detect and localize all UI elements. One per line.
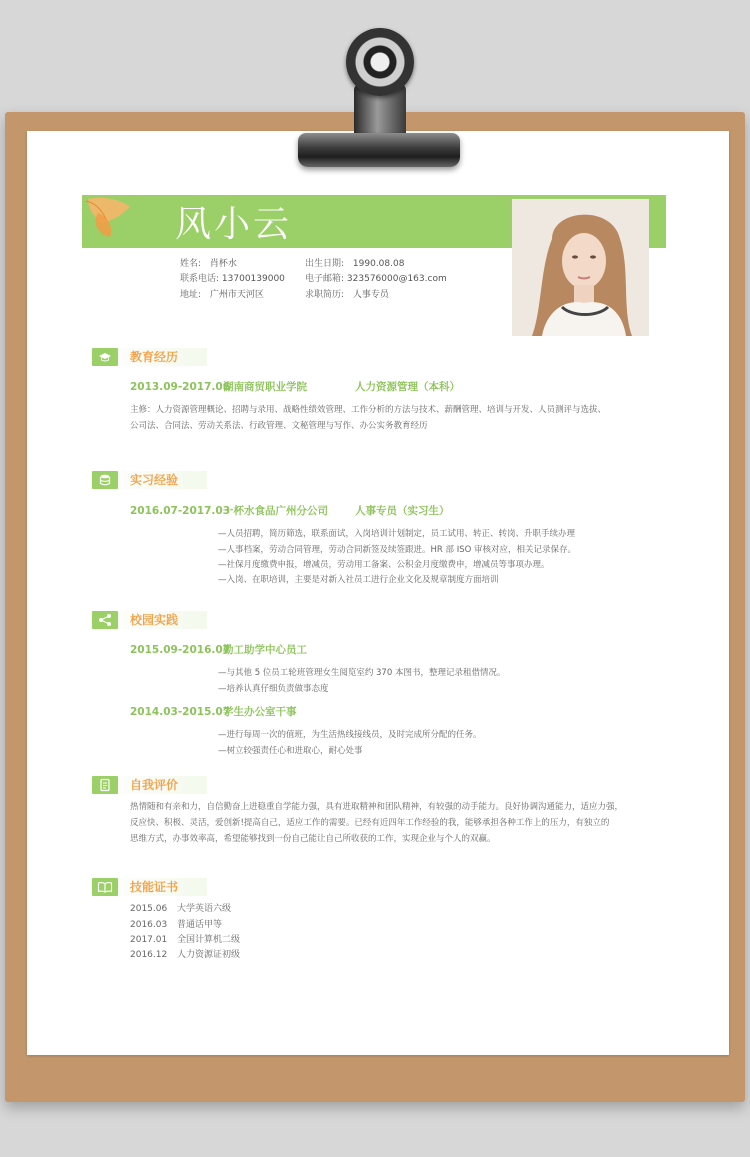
campus-role: 学生办公室干事: [223, 706, 297, 718]
self-eval-line: 反应快、积极、灵活，爱创新!提高自己，适应工作的需要。已经有近四年工作经验的我，能够承担各种工作上的压力，有独立的: [130, 818, 610, 828]
info-birthdate: 出生日期: 1990.08.08: [305, 259, 405, 269]
info-email: 电子邮箱: 323576000@163.com: [305, 274, 447, 284]
education-period: 2013.09-2017.06: [130, 381, 231, 393]
candidate-name: 风小云: [175, 204, 293, 245]
campus-line: —树立较强责任心和进取心，耐心处事: [218, 746, 363, 756]
clip-ring: [346, 28, 414, 96]
campus-period: 2015.09-2016.07: [130, 644, 231, 656]
internship-line: —社保月度缴费申报，增减员，劳动用工备案、公积金月度缴费申，增减员等事项办理。: [218, 560, 550, 570]
skill-date: 2016.03: [130, 920, 168, 930]
skill-name: 普通话甲等: [177, 920, 223, 930]
campus-line: —与其他 5 位员工轮班管理女生阅览室约 370 本图书，整理记录租借情况。: [218, 668, 506, 678]
info-address: 地址: 广州市天河区: [180, 290, 264, 300]
self-eval-line: 思维方式，办事效率高，希望能够找到一份自己能让自己所收获的工作，实现企业与个人的双赢。: [130, 834, 496, 844]
section-internship-header: 实习经验: [92, 471, 207, 489]
internship-company: 一杯水食品广州分公司: [223, 505, 328, 517]
skill-date: 2017.01: [130, 935, 168, 945]
database-icon: [92, 471, 118, 489]
skill-name: 全国计算机二级: [177, 935, 241, 945]
info-job-target: 求职简历: 人事专员: [305, 290, 389, 300]
education-line: 主修：人力资源管理概论、招聘与录用、战略性绩效管理、工作分析的方法与技术、薪酬管理、培训与开发、人员测评与选拔、: [130, 405, 607, 415]
section-skills-header: 技能证书: [92, 878, 207, 896]
education-major: 人力资源管理（本科）: [355, 381, 460, 393]
campus-role: 勤工助学中心员工: [223, 644, 307, 656]
campus-line: —进行每周一次的值班，为生活热线接线员，及时完成所分配的任务。: [218, 730, 482, 740]
info-name: 姓名: 肖杯水: [180, 259, 237, 269]
internship-period: 2016.07-2017.03: [130, 505, 231, 517]
education-line: 公司法、合同法、劳动关系法、行政管理、文秘管理与写作、办公实务教育经历: [130, 421, 428, 431]
section-education-header: 教育经历: [92, 348, 207, 366]
internship-line: —入岗、在职培训，主要是对新入社员工进行企业文化及规章制度方面培训: [218, 575, 499, 585]
profile-photo: [512, 199, 649, 336]
section-self-eval-header: 自我评价: [92, 776, 207, 794]
info-phone: 联系电话: 13700139000: [180, 274, 285, 284]
binder-clip: [298, 133, 460, 167]
education-school: 湖南商贸职业学院: [223, 381, 307, 393]
skill-name: 大学英语六级: [177, 904, 232, 914]
graduation-cap-icon: [92, 348, 118, 366]
internship-line: —人事档案，劳动合同管理，劳动合同新签及续签跟进。HR 部 ISO 审核对应，相关记录保存。: [218, 545, 577, 555]
internship-line: —人员招聘，简历筛选，联系面试，入岗培训计划制定，员工试用、转正、转岗、升职手续办理: [218, 529, 576, 539]
campus-period: 2014.03-2015.07: [130, 706, 231, 718]
book-icon: [92, 878, 118, 896]
section-campus-header: 校园实践: [92, 611, 207, 629]
skill-date: 2016.12: [130, 950, 168, 960]
clipboard-icon: [92, 776, 118, 794]
skill-date: 2015.06: [130, 904, 168, 914]
self-eval-line: 热情随和有亲和力，自信勤奋上进稳重自学能力强，具有进取精神和团队精神，有较强的动手能力。良好协调沟通能力，适应力强，: [130, 802, 624, 812]
internship-role: 人事专员（实习生）: [355, 505, 450, 517]
skill-name: 人力资源证初级: [177, 950, 241, 960]
leaf-decoration-icon: [84, 195, 136, 240]
share-icon: [92, 611, 118, 629]
campus-line: —培养认真仔细负责做事态度: [218, 684, 329, 694]
